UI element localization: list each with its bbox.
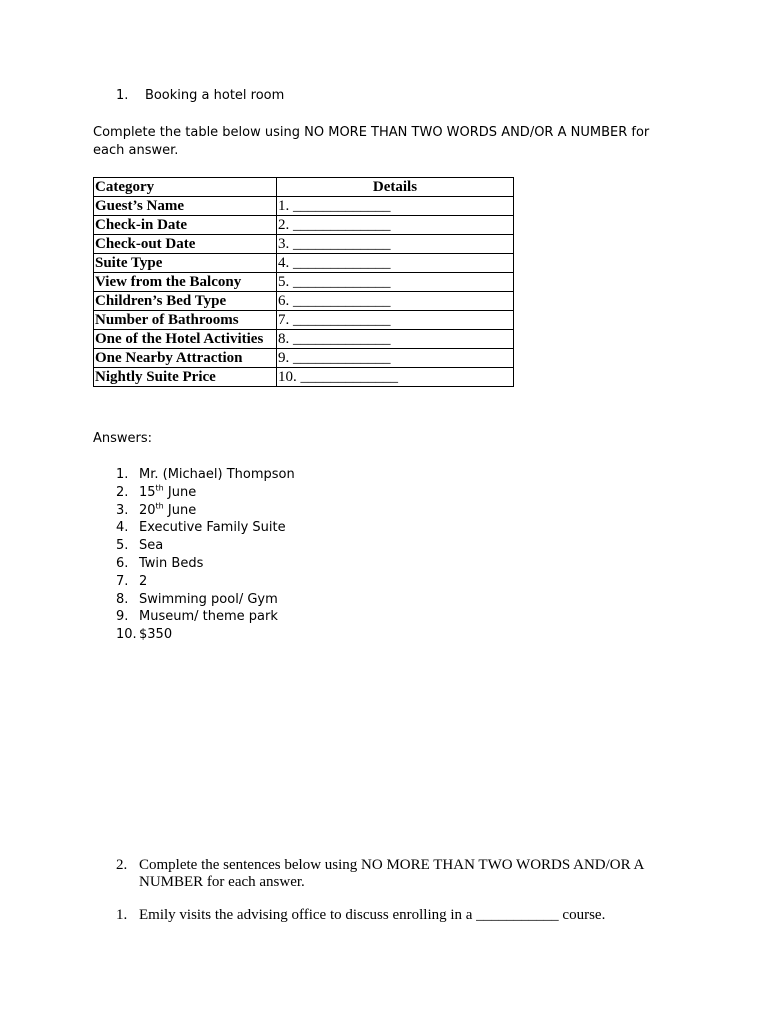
row-detail: 2. _____________	[277, 216, 514, 235]
table-row	[94, 197, 514, 216]
table-row	[94, 349, 514, 368]
booking-table	[93, 177, 514, 387]
row-detail: 1. _____________	[277, 197, 514, 216]
answer-text-after: June	[163, 484, 197, 500]
header-category: Category	[94, 178, 277, 197]
table-row	[94, 216, 514, 235]
list-item	[93, 591, 295, 609]
answer-text: Executive Family Suite	[139, 520, 286, 536]
list-item	[93, 466, 295, 484]
list-item	[93, 608, 295, 626]
row-detail: 5. _____________	[277, 273, 514, 292]
section1-heading	[116, 88, 284, 103]
answer-text: 2	[139, 573, 148, 589]
answer-number: 8.	[116, 591, 129, 607]
answer-number: 3.	[116, 502, 129, 518]
row-detail: 3. _____________	[277, 235, 514, 254]
answers-list	[93, 466, 295, 644]
section2-number: 2.	[116, 857, 128, 873]
answer-number: 9.	[116, 609, 129, 625]
row-category: View from the Balcony	[94, 273, 277, 292]
answer-text: Museum/ theme park	[139, 609, 278, 625]
table-row	[94, 235, 514, 254]
answer-number: 10.	[116, 627, 137, 643]
row-category: Nightly Suite Price	[94, 368, 277, 387]
answer-number: 4.	[116, 520, 129, 536]
answer-text: $350	[139, 627, 173, 643]
list-item	[93, 626, 295, 644]
table-header-row	[94, 178, 514, 197]
row-detail: 4. _____________	[277, 254, 514, 273]
answer-text: Swimming pool/ Gym	[139, 591, 278, 607]
row-category: Check-in Date	[94, 216, 277, 235]
row-detail: 7. _____________	[277, 311, 514, 330]
table-row	[94, 368, 514, 387]
answer-superscript: th	[155, 501, 164, 511]
section1-instructions: Complete the table below using NO MORE THAN TWO WORDS AND/OR A NUMBER for each answer.	[93, 125, 650, 158]
answer-text: Mr. (Michael) Thompson	[139, 467, 295, 482]
table-row	[94, 330, 514, 349]
row-category: Suite Type	[94, 254, 277, 273]
sentence-item	[116, 907, 605, 924]
list-item	[93, 519, 295, 537]
row-category: One of the Hotel Activities	[94, 330, 277, 349]
row-category: One Nearby Attraction	[94, 349, 277, 368]
answer-number: 1.	[116, 467, 129, 482]
list-item	[93, 537, 295, 555]
answer-text: 20	[139, 502, 156, 518]
answers-heading: Answers:	[93, 431, 153, 446]
table-row	[94, 254, 514, 273]
answer-number: 5.	[116, 538, 129, 554]
table-row	[94, 292, 514, 311]
table-row	[94, 273, 514, 292]
row-detail: 9. _____________	[277, 349, 514, 368]
answer-text: Sea	[139, 538, 164, 554]
row-detail: 10. _____________	[277, 368, 514, 387]
row-detail: 8. _____________	[277, 330, 514, 349]
sentence-number: 1.	[116, 907, 128, 923]
answer-text: Twin Beds	[139, 555, 204, 571]
list-item	[93, 502, 295, 520]
row-category: Guest’s Name	[94, 197, 277, 216]
list-item	[93, 573, 295, 591]
section2-instructions-block	[116, 857, 676, 891]
section1-title: Booking a hotel room	[144, 88, 285, 103]
header-details: Details	[277, 178, 514, 197]
list-item	[93, 484, 295, 502]
answer-superscript: th	[155, 483, 164, 493]
section2-instructions: Complete the sentences below using NO MORE THAN TWO WORDS AND/OR A NUMBER for each answer.	[139, 857, 644, 890]
row-category: Children’s Bed Type	[94, 292, 277, 311]
list-item	[93, 555, 295, 573]
answer-text: 15	[139, 484, 156, 500]
row-category: Check-out Date	[94, 235, 277, 254]
row-category: Number of Bathrooms	[94, 311, 277, 330]
answer-number: 6.	[116, 555, 129, 571]
answer-text-after: June	[163, 502, 197, 518]
row-detail: 6. _____________	[277, 292, 514, 311]
answer-number: 7.	[116, 573, 129, 589]
section1-number: 1.	[116, 88, 129, 103]
sentence-text: Emily visits the advising office to discuss enrolling in a ___________ course.	[139, 907, 606, 923]
table-row	[94, 311, 514, 330]
answer-number: 2.	[116, 484, 129, 500]
